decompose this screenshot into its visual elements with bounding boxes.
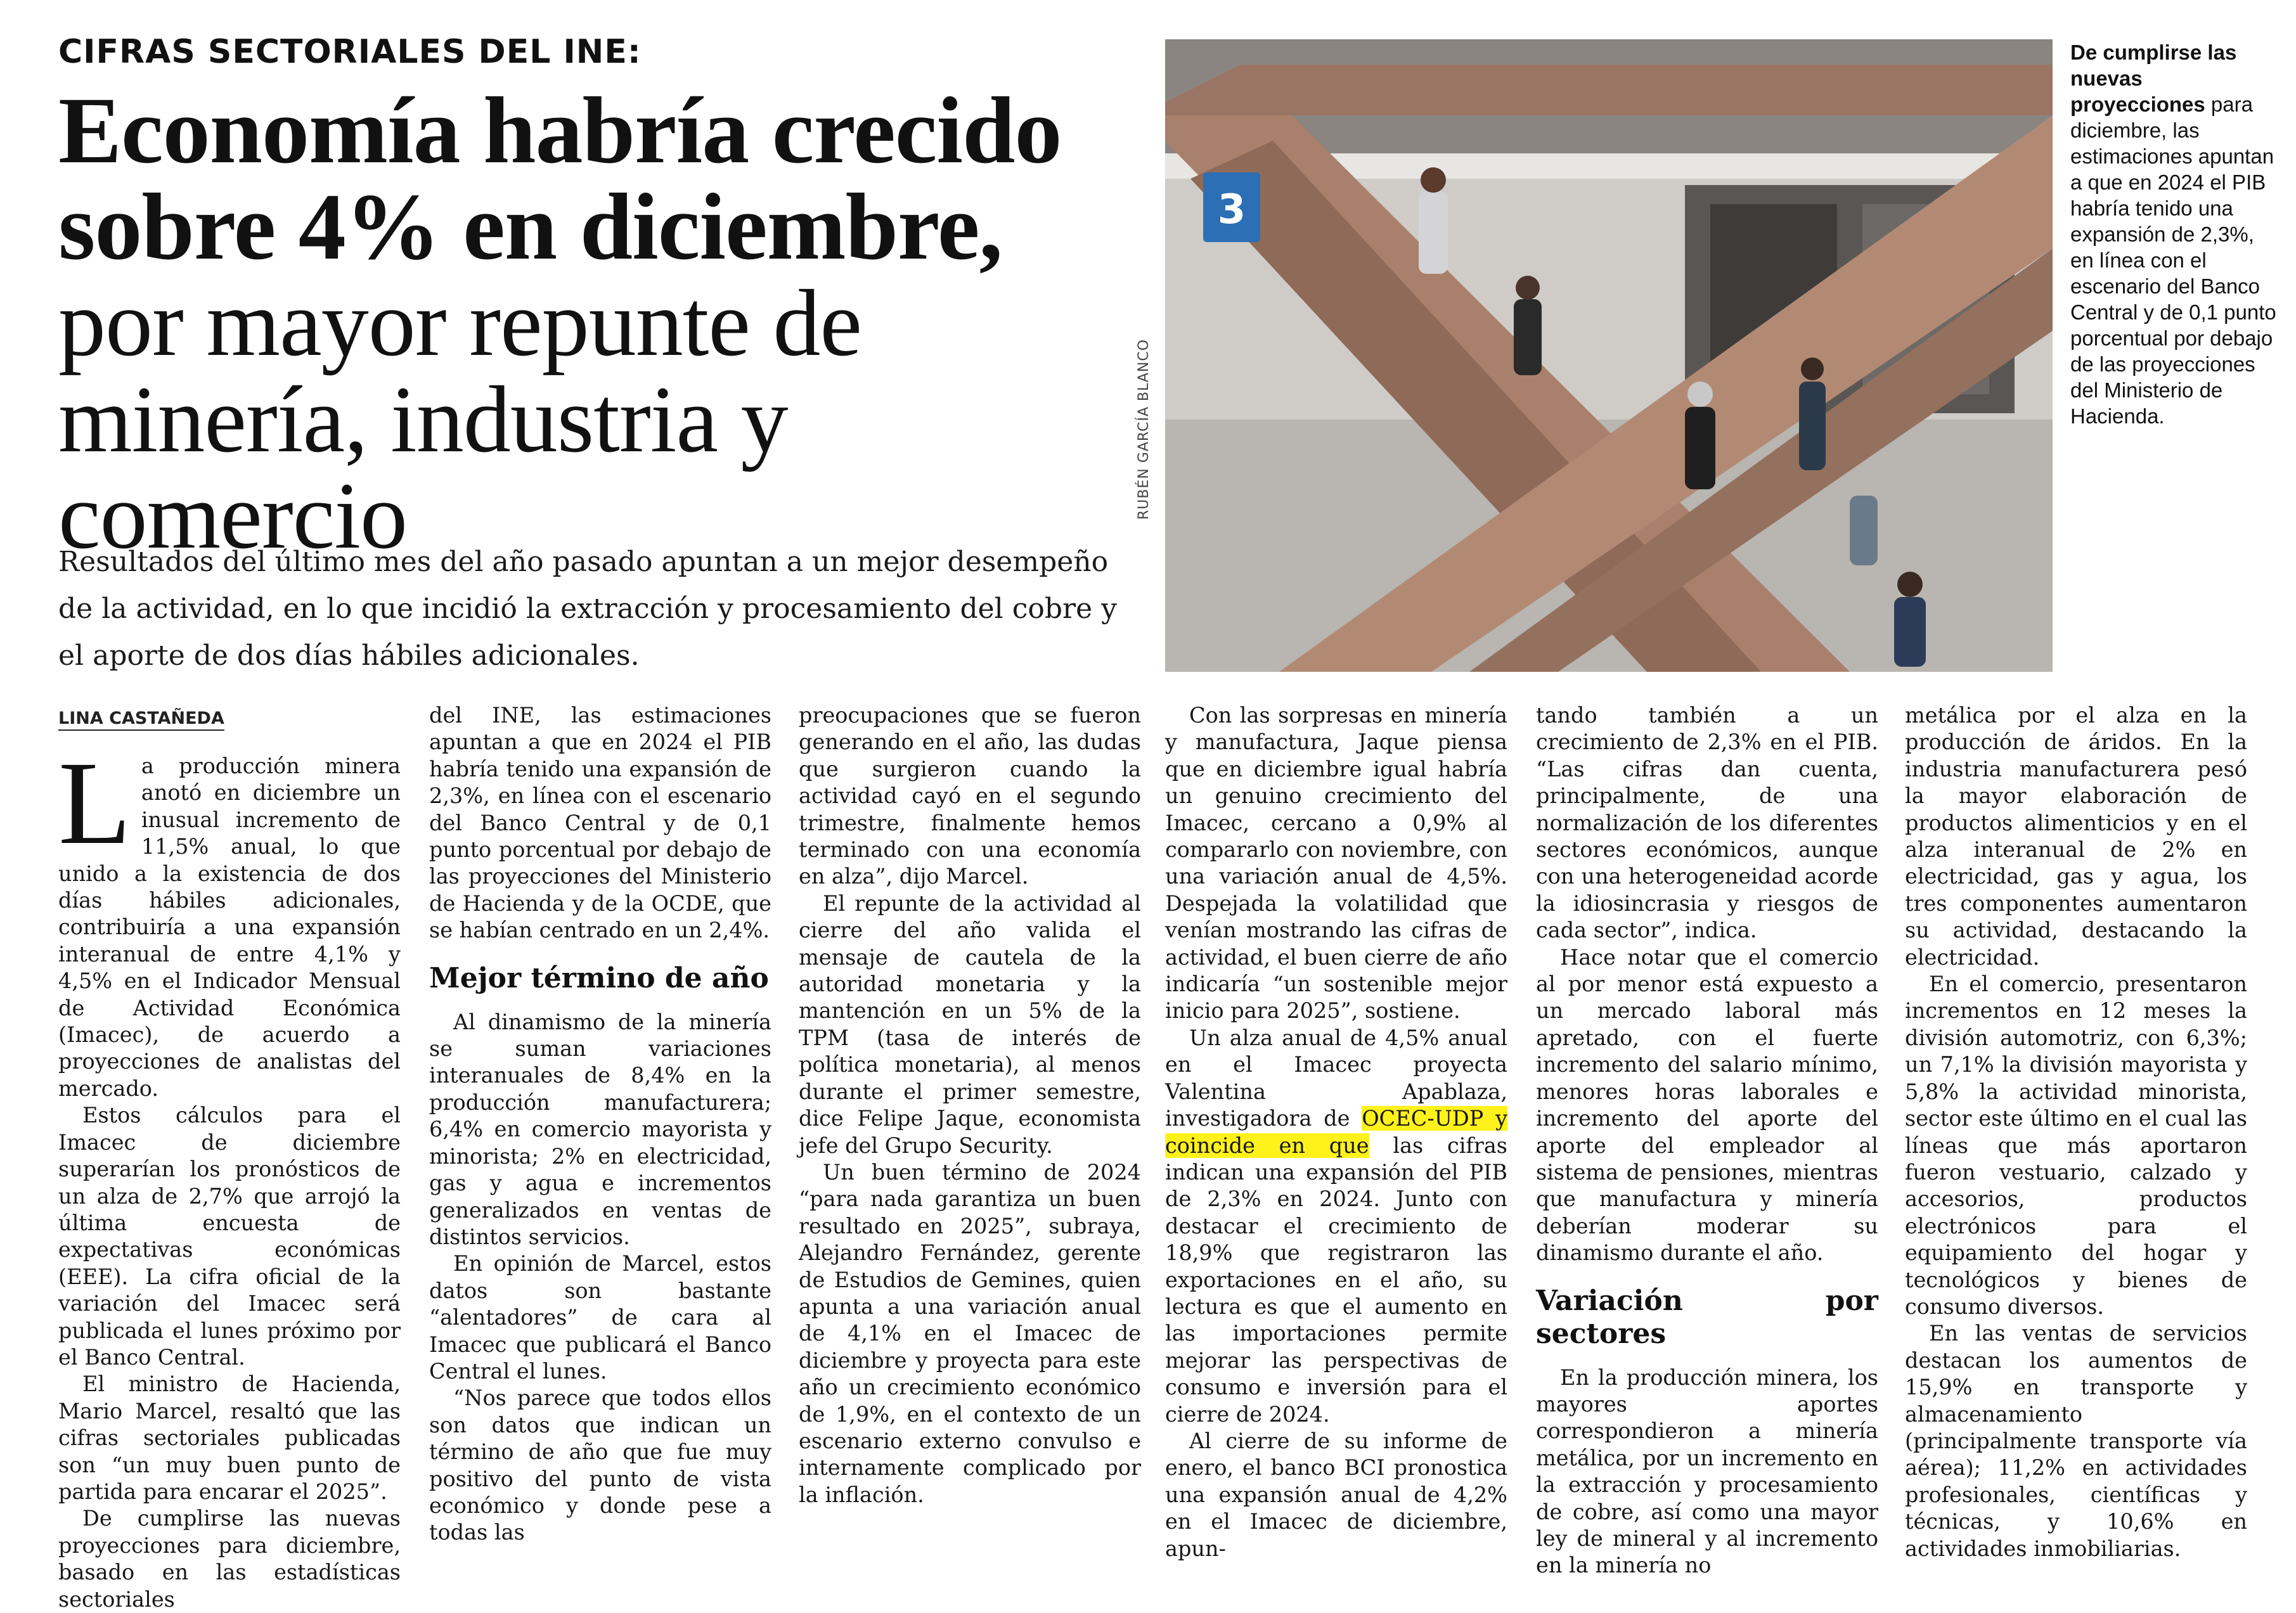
column-1: [58, 736, 401, 1613]
caption-text: para diciembre, las estimaciones apuntan a que en 2024 el PIB habría tenido una expansión de 2,3%, en línea con el escenario del Banco Central y de 0,1 punto porcentual por debajo de las proyecciones del Ministerio de Hacienda.: [2070, 93, 2276, 428]
paragraph: Un buen término de 2024 “para nada garantiza un buen resultado en 2025”, subraya, Alejandro Fernández, gerente de Estudios de Gemines, quien apunta a una variación anual de 4,1% en el Imacec de diciembre y proyecta para este año un crecimiento económico de 1,9%, en el contexto de un escenario externo convulso e internamente complicado por la inflación.: [799, 1159, 1141, 1507]
subheading-variacion-sectores: Variación por sectores: [1536, 1284, 1878, 1350]
paragraph: del INE, las estimaciones apuntan a que en 2024 el PIB habría tenido una expansión de 2,3%, en línea con el escenario del Banco Central y de 0,1 punto porcentual por debajo de las proyecciones del Ministerio de Hacienda y de la OCDE, que se habían centrado en un 2,4%.: [429, 703, 771, 943]
headline: [58, 78, 1149, 569]
paragraph: metálica por el alza en la producción de áridos. En la industria manufacturera pesó la mayor elaboración de productos alimenticios y en el alza interanual de 2% en electricidad, gas y agua, los tres componentes aumentaron su actividad, destacando la electricidad.: [1905, 703, 2247, 970]
deck: Resultados del último mes del año pasado apuntan a un mejor desempeño de la actividad, en lo que incidió la extracción y procesamiento del cobre y el aporte de dos días hábiles adicionales.: [58, 546, 1117, 672]
paragraph: Estos cálculos para el Imacec de diciembre superarían los pronósticos de un alza de 2,7% que arrojó la última encuesta de expectativas económicas (EEE). La cifra oficial de la variación del Imacec será publicada el lunes próximo por el Banco Central.: [58, 1103, 401, 1370]
paragraph: tando también a un crecimiento de 2,3% en el PIB. “Las cifras dan cuenta, principalmente, de una normalización de los diferentes sectores económicos, aunque con una heterogeneidad acorde la idiosincrasia y riesgos de cada sector”, indica.: [1536, 703, 1878, 943]
headline-bold: Economía habría crecido sobre 4% en diciembre,: [58, 78, 1062, 280]
paragraph: El repunte de la actividad al cierre del año valida el mensaje de cautela de la autoridad monetaria y la mantención en un 5% de la TPM (tasa de interés de política monetaria), al menos durante el primer semestre, dice Felipe Jaque, economista jefe del Grupo Security.: [799, 890, 1141, 1158]
paragraph: En el comercio, presentaron incrementos en 12 meses la división automotriz, con 6,3%; un 7,1% la división mayorista y 5,8% la actividad minorista, sector este último en el cual las líneas que más aportaron fueron vestuario, calzado y accesorios, productos electrónicos para el equipamiento del hogar y tecnológicos y bienes de consumo diversos.: [1905, 972, 2247, 1319]
paragraph: De cumplirse las nuevas proyecciones para diciembre, basado en las estadísticas sectoriales: [58, 1506, 401, 1612]
floor-sign-number: 3: [1217, 186, 1246, 233]
headline-regular: por mayor repunte de minería, industria y comercio: [58, 271, 862, 569]
photo-caption: [2070, 39, 2280, 429]
caption-lead: De cumplirse las nuevas proyecciones: [2070, 41, 2237, 116]
dropcap: L: [58, 736, 131, 869]
highlighted-text: OCEC-UDP y coincide en que: [1165, 1106, 1507, 1158]
paragraph: Al cierre de su informe de enero, el banco BCI pronostica una expansión anual de 4,2% en el Imacec de diciembre, apun-: [1165, 1428, 1507, 1561]
byline: LINA CASTAÑEDA: [58, 709, 224, 731]
paragraph: preocupaciones que se fueron generando en el año, las dudas que surgieron cuando la actividad cayó en el segundo trimestre, finalmente hemos terminado con una economía en alza”, dijo Marcel.: [799, 703, 1141, 889]
escalator-photo: [1165, 39, 2053, 672]
paragraph: “Nos parece que todos ellos son datos que indican un término de año que fue muy positivo del punto de vista económico y donde pese a todas las: [429, 1385, 771, 1545]
paragraph: En la producción minera, los mayores aportes correspondieron a minería metálica, por un incremento en la extracción y procesamiento de cobre, así como una mayor ley de mineral y al incremento en la minería no: [1536, 1365, 1878, 1578]
column-5: [1536, 702, 1878, 1579]
paragraph: Con las sorpresas en minería y manufactura, Jaque piensa que en diciembre igual habría un genuino crecimiento del Imacec, cercano a 0,9% al compararlo con noviembre, con una variación anual de 4,5%. Despejada la volatilidad que venían mostrando las cifras de actividad, el buen cierre de año indicaría “un sostenible mejor inicio para 2025”, sostiene.: [1165, 703, 1507, 1024]
column-3: [799, 702, 1141, 1508]
paragraph: En las ventas de servicios destacan los aumentos de 15,9% en transporte y almacenamiento (principalmente transporte vía aérea); 11,2% en actividades profesionales, científicas y técnicas, y 10,6% en actividades inmobiliarias.: [1905, 1321, 2247, 1561]
column-4: [1165, 702, 1507, 1562]
paragraph: Al dinamismo de la minería se suman variaciones interanuales de 8,4% en la producción manufacturera; 6,4% en comercio mayorista y minorista; 2% en electricidad, gas y agua e incrementos generalizados en ventas de distintos servicios.: [429, 1009, 771, 1249]
subheading-mejor-termino: Mejor término de año: [429, 961, 769, 994]
paragraph: Un alza anual de 4,5% anual en el Imacec proyecta Valentina Apablaza, investigadora de OCEC-UDP y coincide en que las cifras indican una expansión del PIB de 2,3% en 2024. Junto con destacar el crecimiento de 18,9% que registraron las exportaciones en el año, su lectura es que el aumento en las importaciones permite mejorar las perspectivas de consumo e inversión para el cierre de 2024.: [1165, 1025, 1507, 1427]
column-2: [429, 702, 771, 1546]
paragraph: La producción minera anotó en diciembre un inusual incremento de 11,5% anual, lo que unido a la existencia de dos días hábiles adicionales, contribuiría a una expansión interanual de entre 4,1% y 4,5% en el Indicador Mensual de Actividad Económica (Imacec), de acuerdo a proyecciones de analistas del mercado.: [58, 736, 401, 1101]
paragraph: En opinión de Marcel, estos datos son bastante “alentadores” de cara al Imacec que publicará el Banco Central el lunes.: [429, 1251, 771, 1384]
kicker: CIFRAS SECTORIALES DEL INE:: [58, 33, 642, 71]
column-6: [1905, 702, 2247, 1562]
escalator-illustration: [1165, 39, 2053, 672]
paragraph: El ministro de Hacienda, Mario Marcel, resaltó que las cifras sectoriales publicadas son “un muy buen punto de partida para encarar el 2025”.: [58, 1372, 401, 1504]
paragraph: Hace notar que el comercio al por menor está expuesto a un mercado laboral más apretado, con el fuerte incremento del salario mínimo, menores horas laborales e incremento del aporte del aporte del empleador al sistema de pensiones, mientras que manufactura y minería deberían moderar su dinamismo durante el año.: [1536, 944, 1878, 1266]
photo-credit: RUBÉN GARCÍA BLANCO: [1136, 338, 1152, 520]
